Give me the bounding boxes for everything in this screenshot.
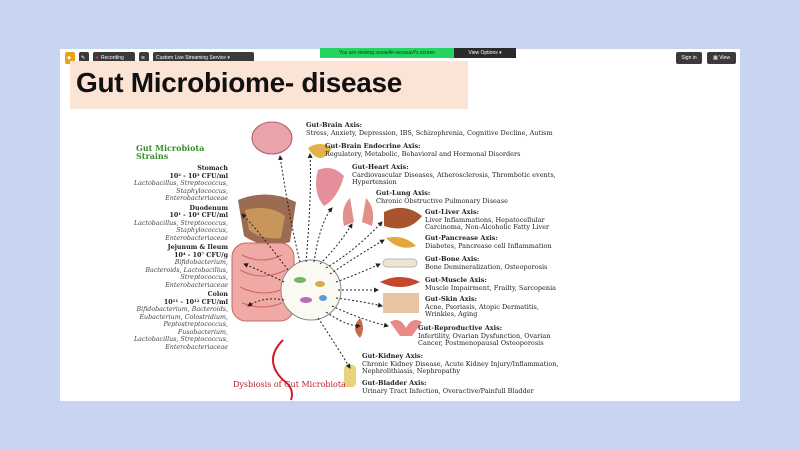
axis-title: Gut-Bone Axis: [425, 255, 480, 263]
site-name: Stomach [197, 165, 228, 172]
axis-gut-reproductive [418, 325, 550, 348]
axis-gut-kidney [362, 353, 559, 376]
chevron-down-icon: ▾ [227, 55, 230, 61]
axis-gut-liver [425, 209, 549, 232]
axis-gut-muscle [425, 277, 556, 292]
species-line: Staphylococcus, [176, 227, 228, 234]
site-colon [128, 291, 228, 351]
axis-desc: Chronic Obstructive Pulmonary Disease [376, 196, 508, 205]
axis-title: Gut-Bladder Axis: [362, 379, 427, 387]
axis-desc: Chronic Kidney Disease, Acute Kidney Injury/Inflammation, [362, 359, 559, 368]
axis-gut-skin [425, 296, 539, 319]
axis-desc: Cancer, Postmenopausal Osteoporosis [418, 339, 544, 348]
site-count: 10⁴ - 10⁷ CFU/g [174, 251, 228, 259]
strains-heading: Gut Microbiota Strains [136, 143, 205, 161]
grid-icon: ▦ [713, 55, 718, 61]
site-count: 10² - 10³ CFU/ml [169, 172, 228, 180]
site-duodenum [128, 205, 228, 243]
species-line: Lactobacillus, Streptococcus, [133, 219, 228, 227]
species-line: Streptococcus, [180, 274, 228, 281]
site-count: 10¹¹ - 10¹² CFU/ml [163, 298, 228, 306]
strains-panel [128, 145, 228, 351]
species-line: Bifidobacterium, [174, 259, 228, 266]
view-options-label: View Options [468, 50, 498, 56]
site-name: Duodenum [189, 204, 228, 212]
axis-gut-bone [425, 256, 547, 271]
species-line: Enterobacteriaceae [165, 343, 228, 351]
site-jejunum-ileum [128, 244, 228, 289]
axis-title: Gut-Pancrease Axis: [425, 234, 498, 242]
axis-title: Gut-Muscle Axis: [425, 276, 487, 284]
record-dot-icon: ● [95, 55, 99, 61]
axis-desc: Infertility, Ovarian Dysfunction, Ovarian [418, 331, 551, 340]
slide-title: Gut Microbiome- disease [76, 67, 403, 98]
axis-gut-brain-endocrine [325, 143, 520, 158]
axis-desc: Bone Demineralization, Osteoporosis [425, 262, 548, 271]
axis-title: Gut-Liver Axis: [425, 208, 480, 216]
axis-gut-brain [306, 122, 553, 137]
axis-desc: Wrinkles, Aging [425, 310, 478, 319]
view-options-button[interactable]: View Options ▾ [454, 48, 516, 58]
species-line: Enterobacteriaceae [165, 281, 228, 289]
axis-gut-pancrease [425, 235, 552, 250]
axis-desc: Diabetes, Pancrease cell Inflammation [425, 241, 552, 250]
axis-desc: Nephrolithiasis, Nephropathy [362, 367, 461, 376]
axis-desc: Stress, Anxiety, Depression, IBS, Schizophrenia, Cognitive Decline, Autism [306, 128, 553, 137]
axis-gut-bladder [362, 380, 534, 395]
axis-gut-lung [376, 190, 508, 205]
site-name: Jejunum & Ileum [167, 244, 228, 251]
microbiota-circle [281, 260, 341, 320]
site-name: Colon [207, 291, 228, 298]
species-line: Lactobacillus, Streptococcus, [133, 336, 228, 343]
species-line: Bacteroids, Lactobacillus, [145, 266, 228, 274]
species-line: Staphylococcus, [176, 187, 228, 195]
service-label: Custom Live Streaming Service [156, 55, 227, 61]
viewing-banner-text: You are viewing cesaelle-secasavf's screen [320, 48, 454, 58]
site-count: 10¹ - 10³ CFU/ml [169, 212, 228, 219]
pin-icon[interactable]: ✎ [79, 52, 89, 64]
axis-desc: Acne, Psoriasis, Atopic Dermatitis, [425, 302, 539, 311]
species-line: Fusobacterium, [177, 328, 228, 336]
site-stomach [128, 165, 228, 203]
species-line: Enterobacteriaceae [165, 195, 228, 202]
shield-icon[interactable]: ◆ [65, 52, 75, 64]
axis-title: Gut-Reproductive Axis: [418, 324, 503, 332]
axis-desc: Urinary Tract Infection, Overactive/Painfull Bladder [362, 386, 534, 395]
axis-gut-heart [352, 164, 556, 187]
axis-desc: Muscle Impairment, Frailty, Sarcopenia [425, 283, 557, 292]
species-line: Peptostreptococcus, [163, 321, 228, 328]
axis-title: Gut-Heart Axis: [352, 163, 409, 171]
recording-label: Recording [101, 55, 124, 61]
species-line: Enterobacteriaceae [165, 234, 228, 242]
sign-in-label: Sign in [681, 55, 697, 61]
species-line: Lactobacillus, Streptococcus, [133, 180, 228, 187]
view-label: View [719, 55, 730, 61]
axis-title: Gut-Kidney Axis: [362, 352, 423, 360]
axis-desc: Regulatory, Metabolic, Behavioral and Hormonal Disorders [325, 149, 521, 158]
axis-title: Gut-Skin Axis: [425, 295, 478, 303]
axis-desc: Liver Inflammations, Hepatocellular [425, 215, 545, 224]
stream-icon[interactable]: ≋ [139, 52, 149, 64]
axis-desc: Hypertension [352, 178, 397, 187]
axis-desc: Carcinoma, Non-Alcoholic Fatty Liver [425, 223, 550, 232]
dysbiosis-label: Dysbiosis of Gut Microbiota [233, 380, 346, 389]
axis-title: Gut-Brain Endocrine Axis: [325, 142, 421, 150]
species-line: Eubacterium, Colostridium, [139, 313, 228, 321]
axis-title: Gut-Lung Axis: [376, 189, 431, 197]
species-line: Bifidobacterium, Bacteroids, [136, 306, 228, 313]
axis-title: Gut-Brain Axis: [306, 121, 363, 129]
axis-desc: Cardiovascular Diseases, Atherosclerosis, Thrombotic events, [352, 170, 556, 179]
